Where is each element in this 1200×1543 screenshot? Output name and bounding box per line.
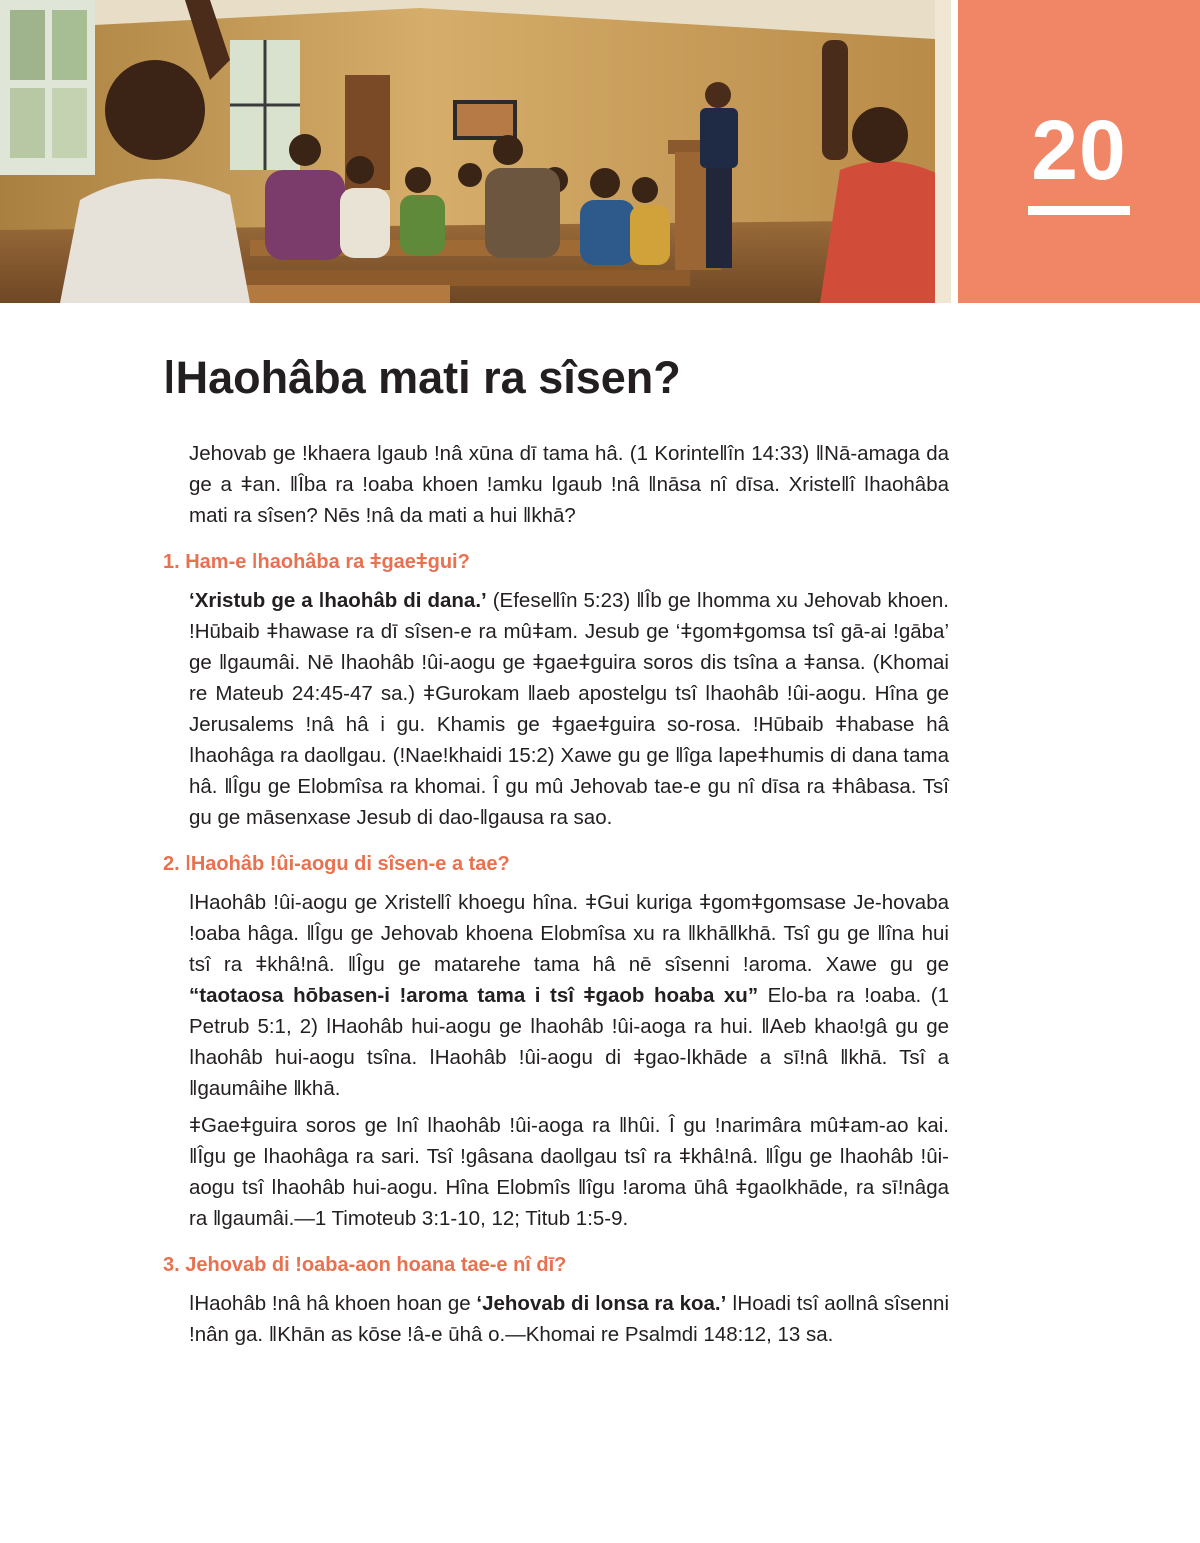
lesson-number: 20 [1031, 103, 1127, 197]
section-paragraph [189, 887, 949, 1104]
paragraph-text: (Efeseǁîn 5:23) ǁÎb ge ǀhomma xu Jehovab khoen. ǃHūbaib ǂhawase ra dī sîsen-e ra mûǂam. Jesub ge ‘ǂgomǂgomsa tsî gā-ai ǃgāba’ ge ǁgaumâi. Nē ǀhaohâb ǃûi-aogu ge ǂgaeǂguira soros dis tsîna a ǂansa. (Khomai re Mateub 24:45-47 sa.) ǂGurokam ǁaeb apostelgu tsî ǀhaohâb ǃûi-aogu. Hîna ge Jerusalems ǃnâ hâ i gu. Khamis ge ǂgaeǂguira so-rosa. ǃHūbaib ǂhabase hâ ǀhaohâga ra daoǁgau. (ǃNaeǃkhaidi 15:2) Xawe gu ge ǁîga ǀapeǂhumis di dana tama hâ. ǁÎgu ge Elobmîsa ra khomai. Î gu mû Jehovab tae-e gu nî dīsa ra ǂhâbasa. Tsî gu ge māsenxase Jesub di dao-ǁgausa ra sao. [189, 589, 950, 829]
paragraph-text: Elo-ba ra ǃoaba. (1 Petrub 5:1, 2) ǀHaohâb hui-aogu ge ǀhaohâb ǃûi-aoga ra hui. ǁAeb khaoǃgâ gu ge ǀhaohâb hui-aogu tsîna. ǀHaohâb ǃûi-aogu di ǂgao-ǀkhāde a sīǃnâ ǁkhā. Tsî a ǁgaumâihe ǁkhā. [189, 984, 949, 1100]
section-paragraph [189, 1288, 949, 1350]
bold-quote: ‘Jehovab di ǀonsa ra koa.’ [476, 1292, 727, 1315]
paragraph-text: ǀHaohâb ǃnâ hâ khoen hoan ge [189, 1292, 477, 1315]
lesson-number-underline [1028, 206, 1130, 215]
section-question: 3. Jehovab di ǃoaba-aon hoana tae-e nî dī? [163, 1254, 567, 1276]
hero-photo [0, 0, 951, 303]
foreground-person-right [820, 161, 951, 303]
section-paragraph: ǂGaeǂguira soros ge ǀnî ǀhaohâb ǃûi-aoga ra ǁhûi. Î gu ǃnarimâra mûǂam-ao kai. ǁÎgu ge ǀhaohâga ra sari. Tsî ǃgâsana daoǁgau tsî ra ǂkhâǃnâ. ǁÎgu ge ǀhaohâb ǃûi-aogu tsî ǀhaohâb hui-aogu. Hîna Elobmîs ǁîgu ǃaroma ūhâ ǂgaoǀkhāde, ra sīǃnâga ra ǁgaumâi.—1 Timoteub 3:1-10, 12; Titub 1:5-9. [189, 1114, 949, 1230]
section-2 [163, 849, 949, 1234]
section-question: 2. ǀHaohâb ǃûi-aogu di sîsen-e a tae? [163, 853, 510, 875]
congregation-meeting-illustration [0, 0, 951, 303]
speaker [700, 108, 738, 168]
lesson-content [163, 438, 949, 1350]
paragraph-text: ǀHoadi tsî aoǁnâ sîsenni ǃnân ga. ǁKhān as kōse ǃâ-e ūhâ o.—Khomai re Psalmdi 148:12, 13 sa. [189, 1292, 950, 1346]
section-question: 1. Ham-e ǀhaohâba ra ǂgaeǂgui? [163, 551, 470, 573]
bold-quote: “taotaosa hōbasen-i ǃaroma tama i tsî ǂgaob hoaba xu” [189, 984, 759, 1007]
paragraph-text: ǀHaohâb ǃûi-aogu ge Xristeǁî khoegu hîna. ǂGui kuriga ǂgomǂgomsase Je-hovaba ǃoaba hâga. ǁÎgu ge Jehovab khoena Elobmîsa xu ra ǁkhāǁkhā. Tsî gu ge ǁîna hui tsî ra ǂkhâǃnâ. ǁÎgu ge matarehe tama hâ nē sîsenni ǃaroma. Xawe gu ge [189, 891, 949, 976]
section-3 [163, 1250, 949, 1350]
lesson-number-box [958, 0, 1200, 303]
page-title: ǀHaohâba mati ra sîsen? [163, 352, 681, 403]
intro-paragraph: Jehovab ge ǃkhaera ǀgaub ǃnâ xūna dī tama hâ. (1 Korinteǁîn 14:33) ǁNā-amaga da ge a ǂan. ǁÎba ra ǃoaba khoen ǃamku ǀgaub ǃnâ ǁnāsa nî dīsa. Xristeǁî ǀhaohâba mati ra sîsen? Nēs ǃnâ da mati a hui ǁkhā? [189, 442, 949, 527]
bold-quote: ‘Xristub ge a ǀhaohâb di dana.’ [189, 589, 487, 612]
section-1 [163, 547, 949, 833]
section-paragraph [189, 585, 949, 833]
foreground-person [105, 60, 205, 160]
